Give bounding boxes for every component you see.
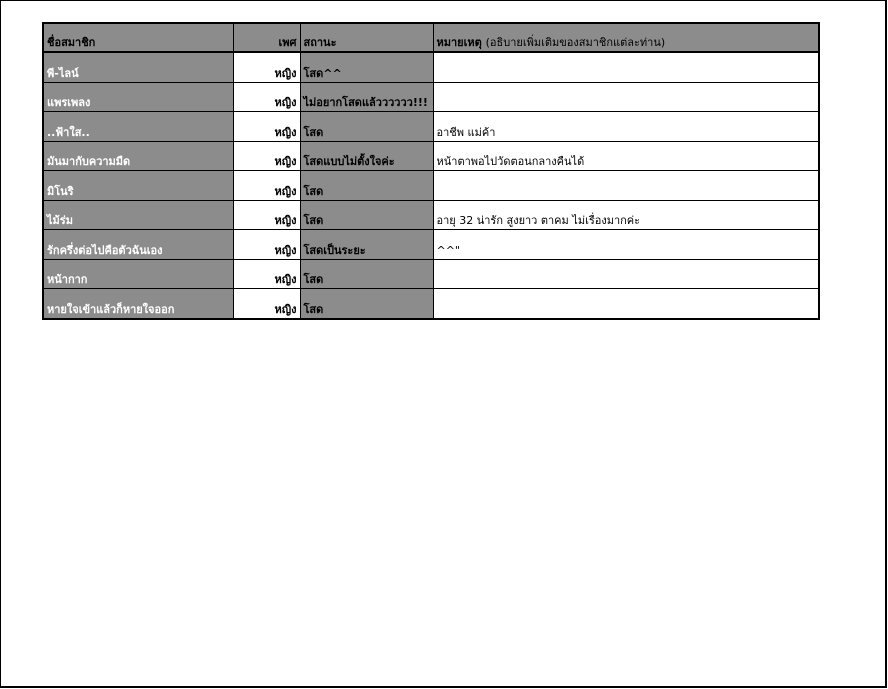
member-status-cell[interactable]: โสด — [300, 259, 433, 289]
member-name-cell[interactable]: แพรเพลง — [43, 82, 233, 112]
header-sex[interactable]: เพศ — [233, 23, 300, 52]
header-name[interactable]: ชื่อสมาชิก — [43, 23, 233, 52]
member-name-cell[interactable]: ไม้ร่ม — [43, 200, 233, 230]
member-name-cell[interactable]: มันมากับความมืด — [43, 141, 233, 171]
member-name-cell[interactable]: มิโนริ — [43, 171, 233, 201]
member-status-cell[interactable]: โสด^^ — [300, 52, 433, 82]
member-status-cell[interactable]: โสด — [300, 171, 433, 201]
table-row — [43, 289, 819, 319]
table-row — [43, 82, 819, 112]
member-name-cell[interactable]: หน้ากาก — [43, 259, 233, 289]
member-sex-cell[interactable]: หญิง — [233, 259, 300, 289]
member-sex-cell[interactable]: หญิง — [233, 82, 300, 112]
member-status-cell[interactable]: โสด — [300, 200, 433, 230]
member-sex-cell[interactable]: หญิง — [233, 171, 300, 201]
member-note-cell[interactable]: หน้าตาพอไปวัดตอนกลางคืนได้ — [433, 141, 819, 171]
member-status-cell[interactable]: โสดเป็นระยะ — [300, 230, 433, 260]
member-name-cell[interactable]: หายใจเข้าแล้วก็หายใจออก — [43, 289, 233, 319]
member-note-cell[interactable]: อาชีพ แม่ค้า — [433, 112, 819, 142]
member-note-cell[interactable] — [433, 289, 819, 319]
table-row — [43, 141, 819, 171]
member-status-cell[interactable]: โสด — [300, 289, 433, 319]
table-row — [43, 230, 819, 260]
header-note[interactable] — [433, 23, 819, 52]
member-note-cell[interactable] — [433, 171, 819, 201]
member-note-cell[interactable] — [433, 259, 819, 289]
member-name-cell[interactable]: ..ฟ้าใส.. — [43, 112, 233, 142]
member-note-cell[interactable]: อายุ 32 น่ารัก สูงยาว ตาคม ไม่เรื่องมากค่ะ — [433, 200, 819, 230]
member-sex-cell[interactable]: หญิง — [233, 112, 300, 142]
member-name-cell[interactable]: พี-ไลน์ — [43, 52, 233, 82]
member-status-cell[interactable]: ไม่อยากโสดแล้วววววว!!! — [300, 82, 433, 112]
member-sex-cell[interactable]: หญิง — [233, 200, 300, 230]
table-row — [43, 200, 819, 230]
header-note-title: หมายเหตุ — [436, 36, 482, 49]
members-table — [42, 22, 820, 320]
member-note-cell[interactable]: ^^" — [433, 230, 819, 260]
header-status[interactable]: สถานะ — [300, 23, 433, 52]
member-sex-cell[interactable]: หญิง — [233, 52, 300, 82]
table-row — [43, 112, 819, 142]
member-status-cell[interactable]: โสด — [300, 112, 433, 142]
member-sex-cell[interactable]: หญิง — [233, 289, 300, 319]
header-row — [43, 23, 819, 52]
member-note-cell[interactable] — [433, 82, 819, 112]
member-status-cell[interactable]: โสดแบบไม่ตั้งใจค่ะ — [300, 141, 433, 171]
table-row — [43, 259, 819, 289]
member-note-cell[interactable] — [433, 52, 819, 82]
header-note-subtitle: (อธิบายเพิ่มเติมของสมาชิกแต่ละท่าน) — [485, 36, 666, 49]
member-name-cell[interactable]: รักครึ่งต่อไปคือตัวฉันเอง — [43, 230, 233, 260]
table-row — [43, 52, 819, 82]
member-sex-cell[interactable]: หญิง — [233, 230, 300, 260]
table-row — [43, 171, 819, 201]
member-sex-cell[interactable]: หญิง — [233, 141, 300, 171]
